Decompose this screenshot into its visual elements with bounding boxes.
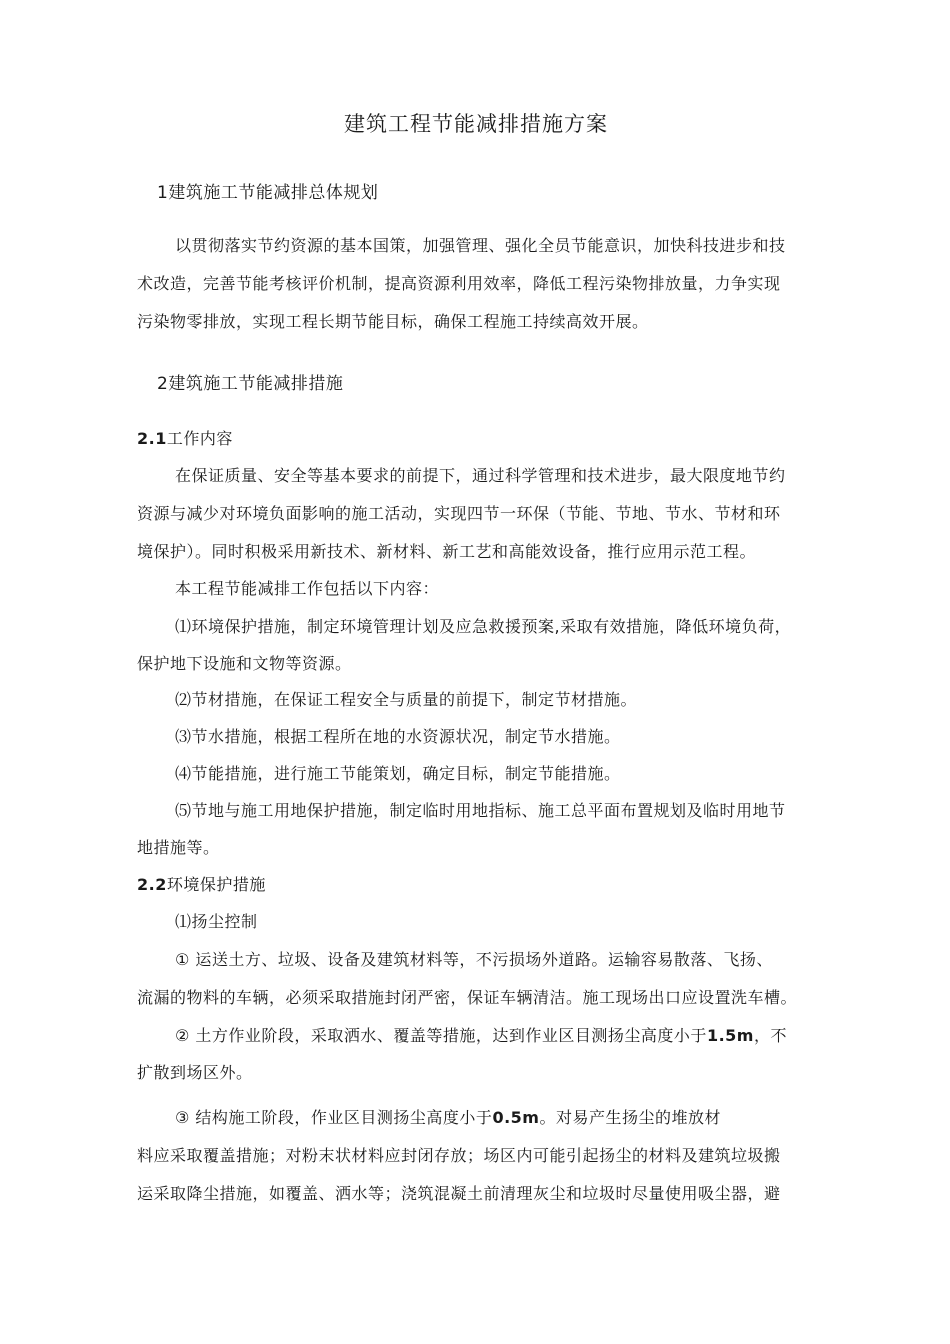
- list-item-line: ⑶节水措施，根据工程所在地的水资源状况，制定节水措施。: [175, 727, 621, 746]
- section-2-1-heading: [137, 428, 233, 450]
- section-1-heading: 1建筑施工节能减排总体规划: [157, 183, 379, 203]
- list-item-line: 保护地下设施和文物等资源。: [137, 654, 352, 673]
- section-1-paragraph-line: 以贯彻落实节约资源的基本国策，加强管理、强化全员节能意识，加快科技进步和技: [175, 236, 786, 255]
- paragraph-line: 资源与减少对环境负面影响的施工活动，实现四节一环保（节能、节地、节水、节材和环: [137, 504, 781, 523]
- section-2-2-heading: [137, 874, 266, 896]
- list-item-line: 地措施等。: [137, 838, 220, 857]
- list-item-line: ⑷节能措施，进行施工节能策划，确定目标，制定节能措施。: [175, 764, 621, 783]
- text-run: ② 土方作业阶段，采取洒水、覆盖等措施，达到作业区目测扬尘高度小于: [175, 1026, 707, 1045]
- paragraph-line: 扩散到场区外。: [137, 1063, 253, 1082]
- text-run: ，不: [753, 1026, 787, 1045]
- paragraph-line: [175, 1107, 721, 1129]
- list-item-line: ⑴环境保护措施，制定环境管理计划及应急救援预案,采取有效措施，降低环境负荷，: [175, 617, 792, 636]
- paragraph-line: ① 运送土方、垃圾、设备及建筑材料等，不污损场外道路。运输容易散落、飞扬、: [175, 950, 773, 969]
- paragraph-line: 境保护）。同时积极采用新技术、新材料、新工艺和高能效设备，推行应用示范工程。: [137, 542, 757, 561]
- section-1-paragraph-line: 术改造，完善节能考核评价机制，提高资源利用效率，降低工程污染物排放量，力争实现: [137, 274, 781, 293]
- paragraph-line: 在保证质量、安全等基本要求的前提下，通过科学管理和技术进步，最大限度地节约: [175, 466, 786, 485]
- paragraph-line: 本工程节能减排工作包括以下内容：: [175, 579, 440, 598]
- section-2-heading: 2建筑施工节能减排措施: [157, 374, 344, 394]
- text-run: ③ 结构施工阶段，作业区目测扬尘高度小于: [175, 1108, 493, 1127]
- document-title: 建筑工程节能减排措施方案: [344, 112, 608, 136]
- section-title: 环境保护措施: [166, 875, 266, 894]
- paragraph-line: [175, 1025, 787, 1047]
- subsection-heading: ⑴扬尘控制: [175, 912, 258, 931]
- section-title: 工作内容: [166, 429, 233, 448]
- section-1-paragraph-line: 污染物零排放，实现工程长期节能目标，确保工程施工持续高效开展。: [137, 312, 649, 331]
- measurement-value: 0.5m: [492, 1108, 540, 1127]
- paragraph-line: 料应采取覆盖措施；对粉末状材料应封闭存放；场区内可能引起扬尘的材料及建筑垃圾搬: [137, 1146, 781, 1165]
- paragraph-line: 运采取降尘措施，如覆盖、洒水等；浇筑混凝土前清理灰尘和垃圾时尽量使用吸尘器，避: [137, 1184, 781, 1203]
- section-number: 2.1: [137, 429, 167, 448]
- list-item-line: ⑸节地与施工用地保护措施，制定临时用地指标、施工总平面布置规划及临时用地节: [175, 801, 786, 820]
- section-number: 2.2: [137, 875, 167, 894]
- measurement-value: 1.5m: [706, 1026, 754, 1045]
- paragraph-line: 流漏的物料的车辆，必须采取措施封闭严密，保证车辆清洁。施工现场出口应设置洗车槽。: [137, 988, 798, 1007]
- list-item-line: ⑵节材措施，在保证工程安全与质量的前提下，制定节材措施。: [175, 690, 638, 709]
- text-run: 。对易产生扬尘的堆放材: [539, 1108, 721, 1127]
